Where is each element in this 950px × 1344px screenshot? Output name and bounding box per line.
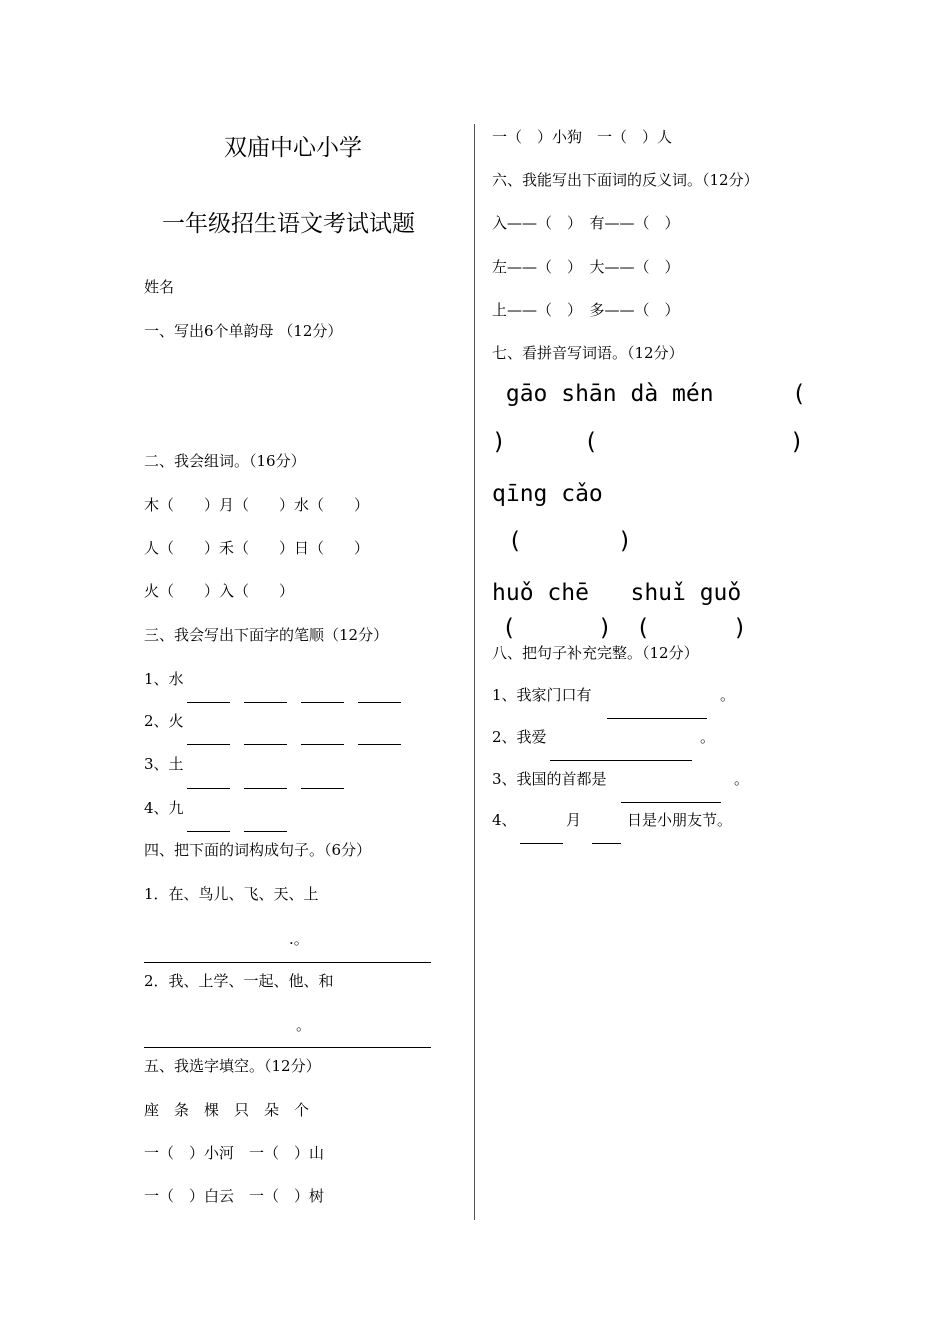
paren-open: ( (636, 615, 650, 641)
paren-open: ( (792, 381, 806, 407)
q5-row: 一（ ）白云 一（ ）树 (144, 1187, 325, 1205)
exam-title: 一年级招生语文考试试题 (162, 211, 415, 237)
stroke-blank[interactable] (358, 702, 401, 703)
paren-close: ) (790, 429, 804, 455)
paren-open: ( (584, 429, 598, 455)
q6-heading: 六、我能写出下面词的反义词。（12分） (492, 171, 759, 189)
paren-open: ( (502, 615, 516, 641)
stroke-blank[interactable] (187, 702, 230, 703)
q8-sentence-end: 日是小朋友节。 (627, 811, 733, 829)
q2-row: 木（ ）月（ ）水（ ） (144, 496, 370, 514)
q4-item-end: 。 (296, 1016, 312, 1034)
day-blank[interactable] (592, 843, 621, 844)
paren-close: ) (492, 429, 506, 455)
q8-sentence-end: 。 (700, 728, 716, 746)
paren-close: ) (733, 615, 747, 641)
q8-sentence-start: 2、我爱 (492, 728, 547, 746)
column-divider (474, 124, 475, 1220)
stroke-blank[interactable] (244, 744, 287, 745)
q8-heading: 八、把句子补充完整。（12分） (492, 644, 699, 662)
q8-sentence-start: 4、 (492, 811, 517, 829)
q3-item: 1、水 (144, 670, 184, 688)
q5-row: 一（ ）小狗 一（ ）人 (492, 128, 673, 146)
fill-blank[interactable] (607, 718, 707, 719)
answer-line[interactable] (144, 962, 431, 963)
stroke-blank[interactable] (301, 744, 344, 745)
q6-row: 入——（ ） 有——（ ） (492, 214, 680, 232)
q1-heading: 一、写出6个单韵母 （12分） (144, 322, 343, 340)
q8-sentence-end: 。 (734, 770, 750, 788)
stroke-blank[interactable] (301, 788, 344, 789)
paren-open: ( (508, 528, 522, 554)
q4-heading: 四、把下面的词构成句子。（6分） (144, 841, 372, 859)
stroke-blank[interactable] (187, 788, 230, 789)
paren-close: ) (618, 528, 632, 554)
paren-close: ) (598, 615, 612, 641)
q7-heading: 七、看拼音写词语。（12分） (492, 344, 684, 362)
q6-row: 上——（ ） 多——（ ） (492, 301, 680, 319)
q3-heading: 三、我会写出下面字的笔顺（12分） (144, 626, 389, 644)
fill-blank[interactable] (550, 760, 692, 761)
q8-month-label: 月 (566, 811, 582, 829)
answer-line[interactable] (144, 1047, 431, 1048)
q8-sentence-end: 。 (720, 686, 736, 704)
stroke-blank[interactable] (187, 744, 230, 745)
pinyin-line: huǒ chē shuǐ guǒ (492, 580, 742, 606)
fill-blank[interactable] (621, 802, 721, 803)
stroke-blank[interactable] (358, 744, 401, 745)
q3-item: 4、九 (144, 799, 184, 817)
month-blank[interactable] (520, 843, 563, 844)
pinyin-line: qīng cǎo (492, 481, 603, 507)
q8-sentence-start: 3、我国的首都是 (492, 770, 607, 788)
stroke-blank[interactable] (187, 831, 230, 832)
stroke-blank[interactable] (301, 702, 344, 703)
name-label: 姓名 (144, 278, 175, 296)
q3-item: 3、土 (144, 755, 184, 773)
q2-row: 人（ ）禾（ ）日（ ） (144, 539, 370, 557)
stroke-blank[interactable] (244, 831, 287, 832)
pinyin-line: gāo shān dà mén (492, 381, 714, 407)
q4-item: 2．我、上学、一起、他、和 (144, 972, 334, 990)
q8-sentence-start: 1、我家门口有 (492, 686, 592, 704)
q4-item-end: .。 (289, 930, 309, 948)
q2-row: 火（ ）入（ ） (144, 582, 295, 600)
q6-row: 左——（ ） 大——（ ） (492, 258, 680, 276)
stroke-blank[interactable] (244, 702, 287, 703)
q2-heading: 二、我会组词。（16分） (144, 452, 306, 470)
q5-options: 座 条 棵 只 朵 个 (144, 1101, 310, 1119)
stroke-blank[interactable] (244, 788, 287, 789)
q5-heading: 五、我选字填空。（12分） (144, 1057, 321, 1075)
q5-row: 一（ ）小河 一（ ）山 (144, 1144, 325, 1162)
school-name: 双庙中心小学 (224, 135, 362, 161)
q3-item: 2、火 (144, 712, 184, 730)
q4-item: 1．在、鸟儿、飞、天、上 (144, 885, 319, 903)
